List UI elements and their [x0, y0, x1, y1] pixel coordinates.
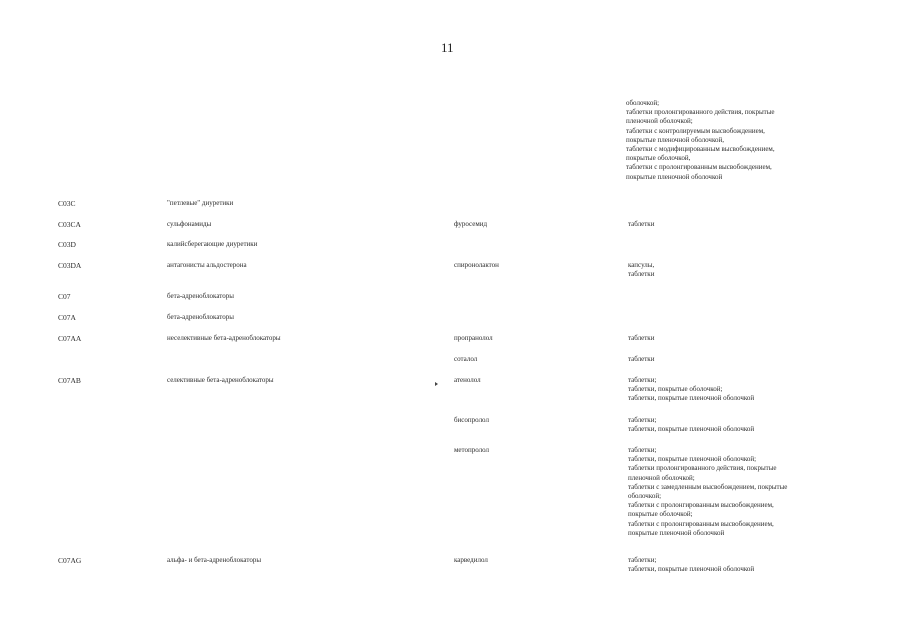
dosage-form-line: таблетки;: [628, 376, 657, 384]
dosage-form-line: покрытые оболочкой;: [628, 510, 693, 519]
dosage-form-line: таблетки: [628, 334, 655, 342]
continued-form-line: таблетки с пролонгированным высвобождением,: [626, 163, 772, 172]
dosage-form-line: капсулы,: [628, 261, 655, 269]
dosage-form-line: пленочной оболочкой;: [628, 473, 695, 482]
pharmacological-group-cell: антагонисты альдостерона: [167, 261, 247, 269]
atc-code-cell: C03C: [58, 199, 76, 208]
page-number: 11: [441, 40, 454, 55]
dosage-form-line: таблетки: [628, 220, 655, 228]
dosage-form-line: таблетки: [628, 355, 655, 363]
continued-form-line: таблетки с модифицированным высвобождением,: [626, 145, 775, 154]
dosage-forms-cell: [628, 220, 832, 229]
pharmacological-group-cell: селективные бета-адреноблокаторы: [167, 376, 274, 384]
dosage-form-line: таблетки, покрытые оболочкой;: [628, 385, 723, 394]
continued-form-line: покрытые пленочной оболочкой,: [626, 135, 724, 144]
dosage-forms-cell: [628, 355, 832, 364]
drug-name-cell: соталол: [454, 355, 478, 363]
dosage-form-line: таблетки с пролонгированным высвобождением,: [628, 501, 774, 510]
pharmacological-group-cell: бета-адреноблокаторы: [167, 313, 234, 321]
dosage-forms-cell: [628, 376, 832, 404]
dosage-form-line: таблетки пролонгированного действия, покрытые: [628, 464, 777, 473]
continued-forms-block: [626, 99, 832, 182]
dosage-form-line: оболочкой;: [628, 492, 662, 501]
dosage-form-line: таблетки, покрытые пленочной оболочкой: [628, 394, 755, 403]
drug-name-cell: карведилол: [454, 556, 488, 564]
continued-form-line: таблетки пролонгированного действия, покрытые: [626, 108, 775, 117]
continued-form-line: покрытые пленочной оболочкой: [626, 172, 723, 181]
drug-name-cell: фуросемид: [454, 220, 488, 228]
pharmacological-group-cell: альфа- и бета-адреноблокаторы: [167, 556, 262, 564]
dosage-forms-cell: [628, 334, 832, 343]
drug-name-cell: метопролол: [454, 446, 490, 454]
continued-form-line: пленочной оболочкой;: [626, 117, 693, 126]
atc-code-cell: C07AB: [58, 376, 81, 385]
pharmacological-group-cell: калийсберегающие диуретики: [167, 240, 258, 248]
drug-name-cell: бисопролол: [454, 416, 489, 424]
atc-code-cell: C07A: [58, 313, 76, 322]
atc-code-cell: C07: [58, 292, 71, 301]
pharmacological-group-cell: "петлевые" диуретики: [167, 199, 234, 207]
atc-code-cell: C07AG: [58, 556, 82, 565]
pharmacological-group-cell: бета-адреноблокаторы: [167, 292, 234, 300]
continued-form-line: покрытые оболочкой,: [626, 154, 691, 163]
dosage-form-line: таблетки: [628, 270, 655, 279]
pharmacological-group-cell: неселективные бета-адреноблокаторы: [167, 334, 281, 342]
dosage-form-line: покрытые пленочной оболочкой: [628, 528, 725, 537]
drug-name-cell: пропранолол: [454, 334, 493, 342]
continued-form-line: таблетки с контролируемым высвобождением,: [626, 126, 765, 135]
arrow-marker-icon: [435, 382, 438, 386]
dosage-forms-cell: [628, 261, 832, 279]
pharmacological-group-cell: сульфонамиды: [167, 220, 212, 228]
atc-code-cell: C03D: [58, 240, 76, 249]
atc-code-cell: C03DA: [58, 261, 82, 270]
dosage-form-line: таблетки;: [628, 556, 657, 564]
dosage-forms-cell: [628, 446, 832, 538]
dosage-form-line: таблетки;: [628, 416, 657, 424]
atc-code-cell: C07AA: [58, 334, 82, 343]
drug-name-cell: атенолол: [454, 376, 481, 384]
dosage-forms-cell: [628, 416, 832, 434]
atc-code-cell: C03CA: [58, 220, 81, 229]
dosage-form-line: таблетки с замедленным высвобождением, покрытые: [628, 482, 788, 491]
dosage-form-line: таблетки, покрытые пленочной оболочкой;: [628, 455, 757, 464]
dosage-form-line: таблетки, покрытые пленочной оболочкой: [628, 425, 755, 434]
dosage-forms-cell: [628, 556, 832, 574]
drug-name-cell: спиронолактон: [454, 261, 499, 269]
dosage-form-line: таблетки с пролонгированным высвобождением,: [628, 519, 774, 528]
continued-form-line: оболочкой;: [626, 99, 660, 107]
dosage-form-line: таблетки;: [628, 446, 657, 454]
dosage-form-line: таблетки, покрытые пленочной оболочкой: [628, 565, 755, 574]
